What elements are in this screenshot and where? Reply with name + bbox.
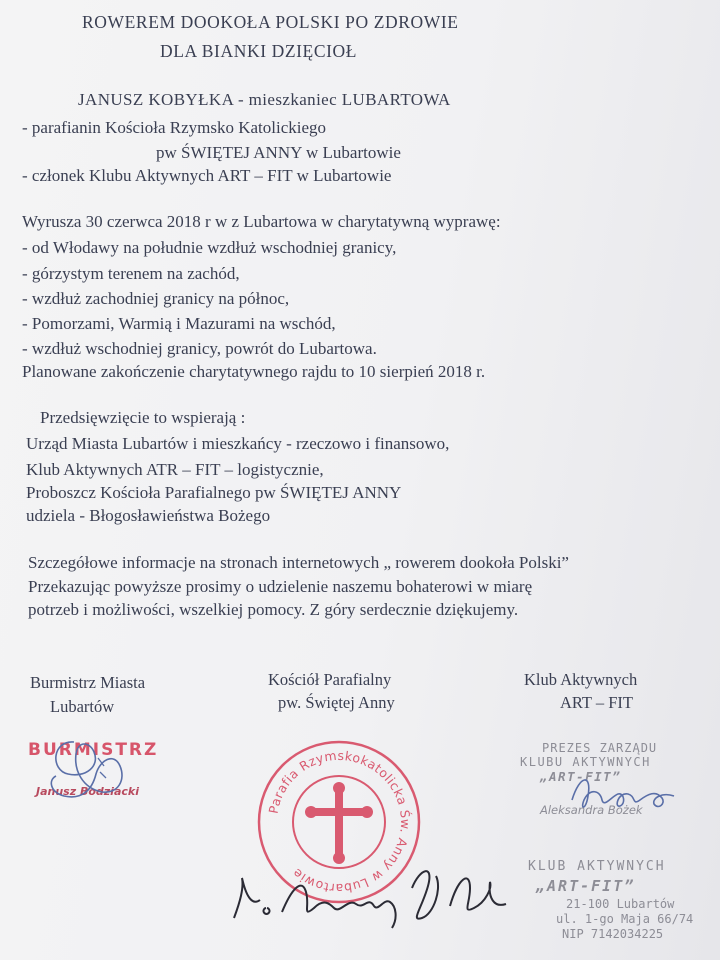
president-signature-icon	[566, 770, 686, 820]
club-stamp-line-2: „ART-FIT”	[536, 877, 636, 895]
club-label-1: Klub Aktywnych	[524, 670, 638, 689]
closing-line: potrzeb i możliwości, wszelkiej pomocy. Z góry serdecznie dziękujemy.	[28, 600, 519, 619]
support-line: Klub Aktywnych ATR – FIT – logistycznie,	[26, 460, 324, 479]
president-stamp-name: Aleksandra Bożek	[540, 803, 643, 817]
route-intro: Wyrusza 30 czerwca 2018 r w z Lubartowa w charytatywną wyprawę:	[22, 212, 501, 231]
svg-text:Parafia Rzymskokatolicka Św. A: Parafia Rzymskokatolicka Św. Anny w Lubartowie	[265, 747, 414, 897]
mayor-signature-icon	[42, 730, 132, 810]
route-item: - górzystym terenem na zachód,	[22, 264, 240, 283]
route-item: - Pomorzami, Warmią i Mazurami na wschód,	[22, 314, 336, 333]
title-line-1: ROWEREM DOOKOŁA POLSKI PO ZDROWIE	[82, 12, 459, 32]
support-line: udziela - Błogosławieństwa Bożego	[26, 506, 271, 525]
person-line-2: - parafianin Kościoła Rzymsko Katolickiego	[22, 118, 327, 137]
president-stamp-line-3: „ART-FIT”	[540, 769, 622, 784]
club-label-2: ART – FIT	[560, 693, 633, 712]
mayor-label-1: Burmistrz Miasta	[30, 673, 146, 692]
route-item: - wzdłuż zachodniej granicy na północ,	[22, 289, 290, 308]
closing-line: Przekazując powyższe prosimy o udzielenie naszemu bohaterowi w miarę	[28, 577, 533, 596]
route-end: Planowane zakończenie charytatywnego rajdu to 10 sierpień 2018 r.	[22, 362, 486, 381]
church-label-1: Kościół Parafialny	[268, 670, 392, 689]
church-label-2: pw. Świętej Anny	[278, 693, 395, 712]
mayor-stamp-name: Janusz Bodziacki	[36, 785, 139, 798]
president-stamp-line-2: KLUBU AKTYWNYCH	[520, 755, 651, 769]
support-line: Urząd Miasta Lubartów i mieszkańcy - rzeczowo i finansowo,	[26, 434, 450, 453]
mayor-stamp-title: BURMISTRZ	[28, 740, 159, 760]
president-stamp-line-1: PREZES ZARZĄDU	[542, 741, 658, 755]
person-line-3: pw ŚWIĘTEJ ANNY w Lubartowie	[156, 143, 401, 162]
person-line-1: JANUSZ KOBYŁKA - mieszkaniec LUBARTOWA	[78, 90, 451, 109]
route-item: - wzdłuż wschodniej granicy, powrót do Lubartowa.	[22, 339, 377, 358]
parish-signature-icon	[222, 848, 522, 938]
route-item: - od Włodawy na południe wzdłuż wschodniej granicy,	[22, 238, 397, 257]
closing-line: Szczegółowe informacje na stronach internetowych „ rowerem dookoła Polski”	[28, 553, 569, 572]
club-stamp-line-5: NIP 7142034225	[562, 927, 664, 941]
club-stamp-line-4: ul. 1-go Maja 66/74	[556, 912, 694, 926]
person-line-4: - członek Klubu Aktywnych ART – FIT w Lubartowie	[22, 166, 392, 185]
title-line-2: DLA BIANKI DZIĘCIOŁ	[160, 41, 358, 61]
mayor-label-2: Lubartów	[50, 697, 115, 716]
support-heading: Przedsięwzięcie to wspierają :	[40, 408, 246, 427]
club-stamp-line-1: KLUB AKTYWNYCH	[528, 859, 666, 874]
club-stamp-line-3: 21-100 Lubartów	[566, 897, 675, 911]
support-line: Proboszcz Kościoła Parafialnego pw ŚWIĘTEJ ANNY	[26, 483, 402, 502]
